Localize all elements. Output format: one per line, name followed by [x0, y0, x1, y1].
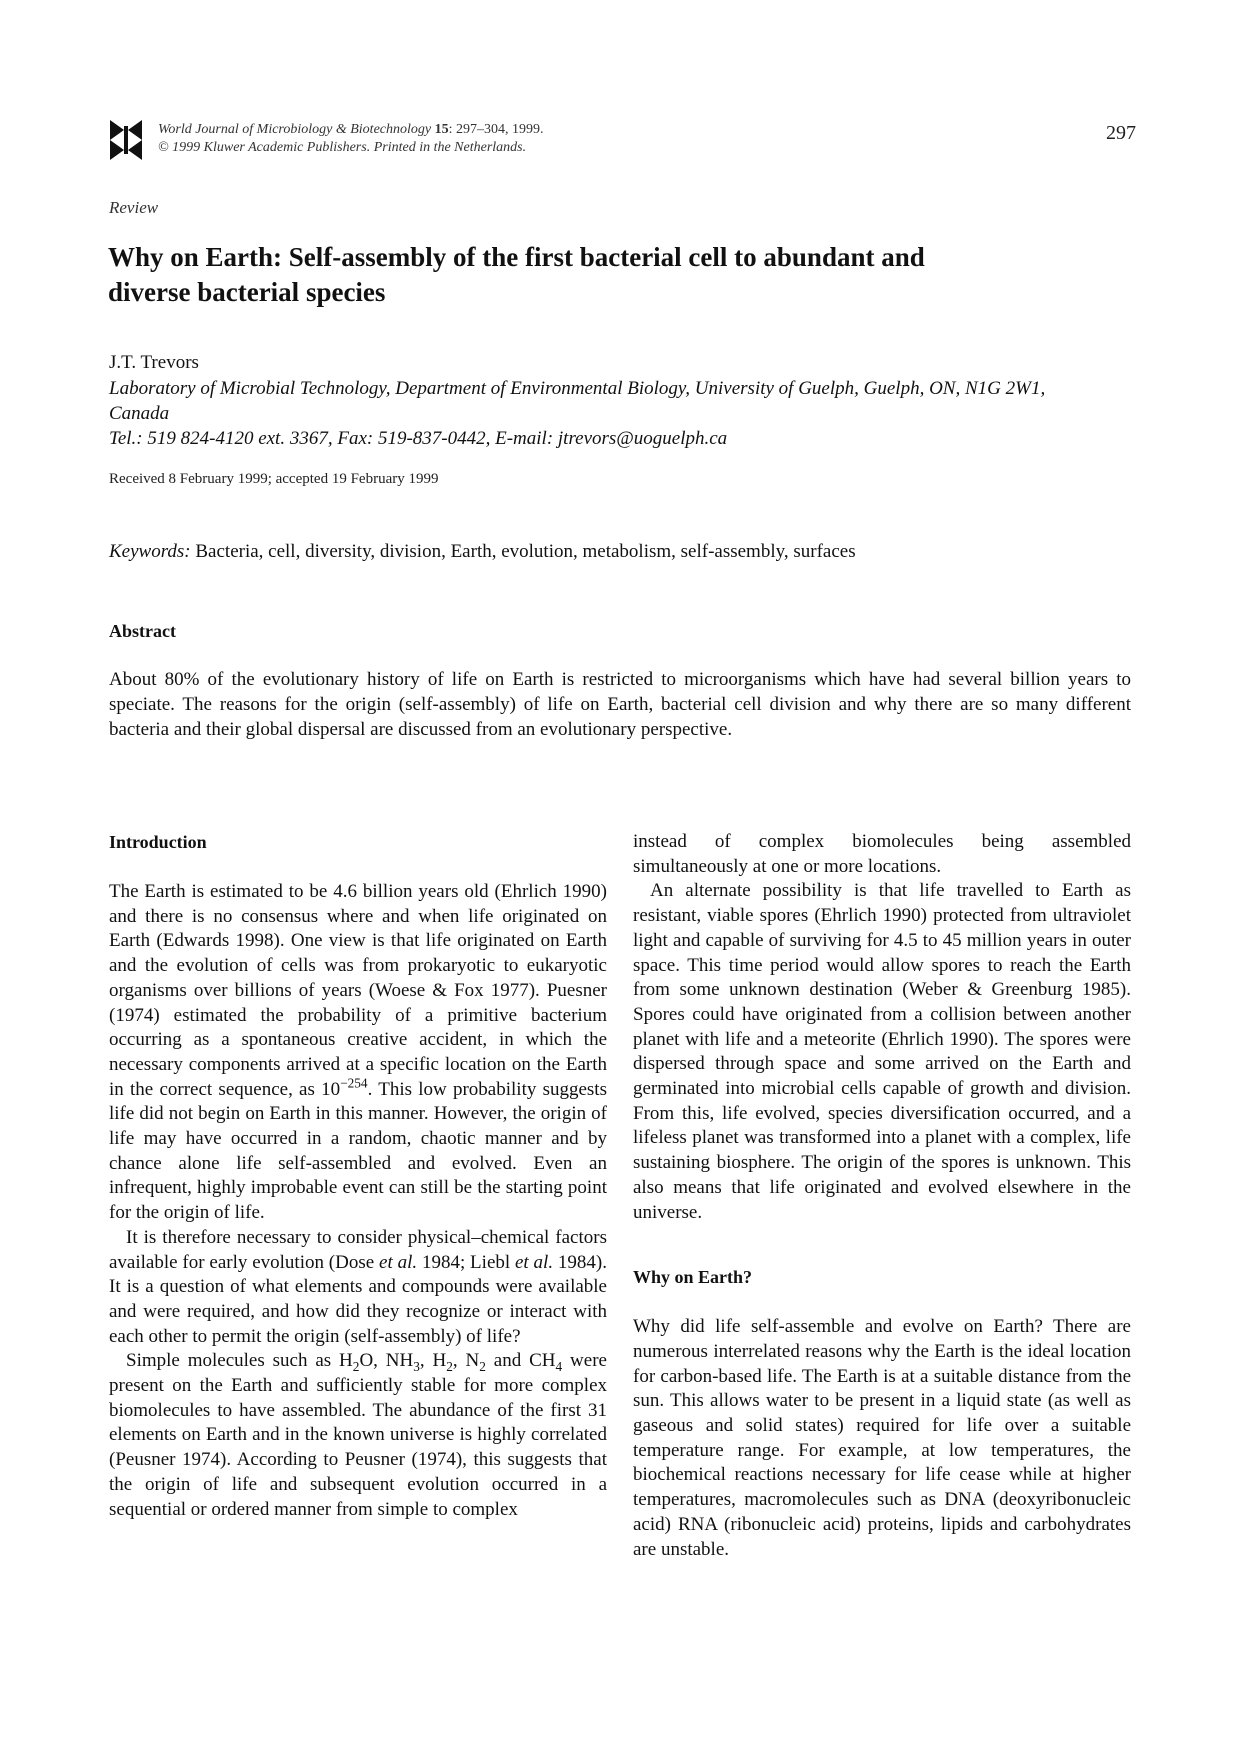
text-span: 1984; Liebl	[417, 1251, 515, 1273]
exponent: −254	[340, 1075, 368, 1091]
journal-pages-year: : 297–304, 1999.	[448, 122, 544, 137]
text-span: O, NH	[359, 1350, 414, 1372]
journal-volume: 15	[434, 122, 449, 137]
author-affiliation	[109, 376, 1109, 451]
intro-paragraph-4: An alternate possibility is that life travelled to Earth as resistant, viable spores (Ehrlich 1990) protected from ultraviolet light and capable of surviving for 4.5 to 45 million years in outer space. This time period would allow spores to reach the Earth from some unknown destination (Weber & Greenburg 1985). Spores could have originated from a collision between another planet with life and a meteorite (Ehrlich 1990). The spores were dispersed through space and some arrived on the Earth and germinated into microbial cells capable of growth and division. From this, life evolved, species diversification occurred, and a lifeless planet was transformed into a planet with a complex, life sustaining biosphere. The origin of the spores is unknown. This also means that life originated and evolved elsewhere in the universe.	[633, 880, 1131, 1223]
article-title: Why on Earth: Self-assembly of the first bacterial cell to abundant and diverse bacterial species	[108, 242, 925, 307]
text-span: , H	[419, 1350, 447, 1372]
keywords-list: Bacteria, cell, diversity, division, Earth, evolution, metabolism, self-assembly, surfaces	[195, 541, 856, 562]
subscript: 3	[413, 1359, 420, 1375]
intro-paragraph-2	[109, 1226, 607, 1350]
text-span: , N	[452, 1350, 480, 1372]
abstract-heading: Abstract	[109, 621, 176, 641]
intro-paragraph-continued: instead of complex biomolecules being assembled simultaneously at one or more locations.	[633, 831, 1131, 877]
section-type: Review	[109, 198, 159, 217]
text-span: and CH	[485, 1350, 556, 1372]
journal-citation	[158, 121, 544, 157]
subscript: 2	[446, 1359, 453, 1375]
text-span: 1984). It is a question of what elements and compounds were available and were required, and how did they recognize or interact with each other to permit the origin (self-assembly) of life?	[109, 1251, 607, 1347]
affiliation-text: Laboratory of Microbial Technology, Department of Environmental Biology, University of Guelph, Guelph, ON, N1G 2W1, Canada	[109, 378, 1046, 424]
subscript: 4	[555, 1359, 563, 1375]
et-al: et al.	[515, 1251, 554, 1273]
journal-name: World Journal of Microbiology & Biotechnology	[158, 122, 432, 137]
text-span: It is therefore necessary to consider physical–chemical factors available for early evolution (Dose	[109, 1226, 607, 1273]
intro-paragraph-1	[109, 880, 607, 1226]
subscript: 2	[352, 1359, 360, 1375]
introduction-heading: Introduction	[109, 832, 207, 852]
text-span: were present on the Earth and sufficiently stable for more complex biomolecules to have assembled. The abundance of the first 31 elements on Earth and in the known universe is highly correlated (Peusner 1974). According to Peusner (1974), this suggests that the origin of life and subsequent evolution occurred in a sequential or ordered manner from simple to complex	[109, 1350, 607, 1520]
publisher-logo-icon	[108, 118, 144, 162]
et-al: et al.	[379, 1251, 418, 1273]
text-span: The Earth is estimated to be 4.6 billion years old (Ehrlich 1990) and there is no consensus where and when life originated on Earth (Edwards 1998). One view is that life originated on Earth and the evolution of cells was from prokaryotic to eukaryotic organisms over billions of years (Woese & Fox 1977). Puesner (1974) estimated the probability of a primitive bacterium occurring as a spontaneous creative accident, in which the necessary components arrived at a specific location on the Earth in the correct sequence, as 10	[109, 881, 607, 1100]
abstract-text: About 80% of the evolutionary history of life on Earth is restricted to microorganisms which have had several billion years to speciate. The reasons for the origin (self-assembly) of life on Earth, bacterial cell division and why there are so many different bacteria and their global dispersal are discussed from an evolutionary perspective.	[109, 669, 1131, 740]
subscript: 2	[479, 1359, 486, 1375]
why-on-earth-heading: Why on Earth?	[633, 1267, 753, 1288]
received-dates: Received 8 February 1999; accepted 19 February 1999	[109, 471, 439, 487]
author-name: J.T. Trevors	[109, 352, 199, 373]
left-column	[109, 830, 607, 1522]
right-column	[633, 830, 1131, 1562]
page-number: 297	[1106, 122, 1136, 144]
keywords	[109, 541, 856, 563]
text-span: Simple molecules such as H	[126, 1350, 353, 1372]
contact-info: Tel.: 519 824-4120 ext. 3367, Fax: 519-837-0442, E-mail: jtrevors@uoguelph.ca	[109, 428, 728, 449]
intro-paragraph-3	[109, 1349, 607, 1522]
why-paragraph-1: Why did life self-assemble and evolve on Earth? There are numerous interrelated reasons why the Earth is the ideal location for carbon-based life. The Earth is at a suitable distance from the sun. This allows water to be present in a liquid state (as well as gaseous and solid states) required for life over a suitable temperature range. For example, at low temperatures, the biochemical reactions necessary for life cease while at higher temperatures, macromolecules such as DNA (deoxyribonucleic acid) RNA (ribonucleic acid) proteins, lipids and carbohydrates are unstable.	[633, 1316, 1131, 1560]
text-span: . This low probability suggests life did not begin on Earth in this manner. However, the origin of life may have occurred in a random, chaotic manner and by chance alone life self-assembled and evolved. Even an infrequent, highly improbable event can still be the starting point for the origin of life.	[109, 1078, 607, 1224]
copyright-line: © 1999 Kluwer Academic Publishers. Printed in the Netherlands.	[158, 140, 527, 155]
keywords-label: Keywords:	[109, 541, 191, 562]
